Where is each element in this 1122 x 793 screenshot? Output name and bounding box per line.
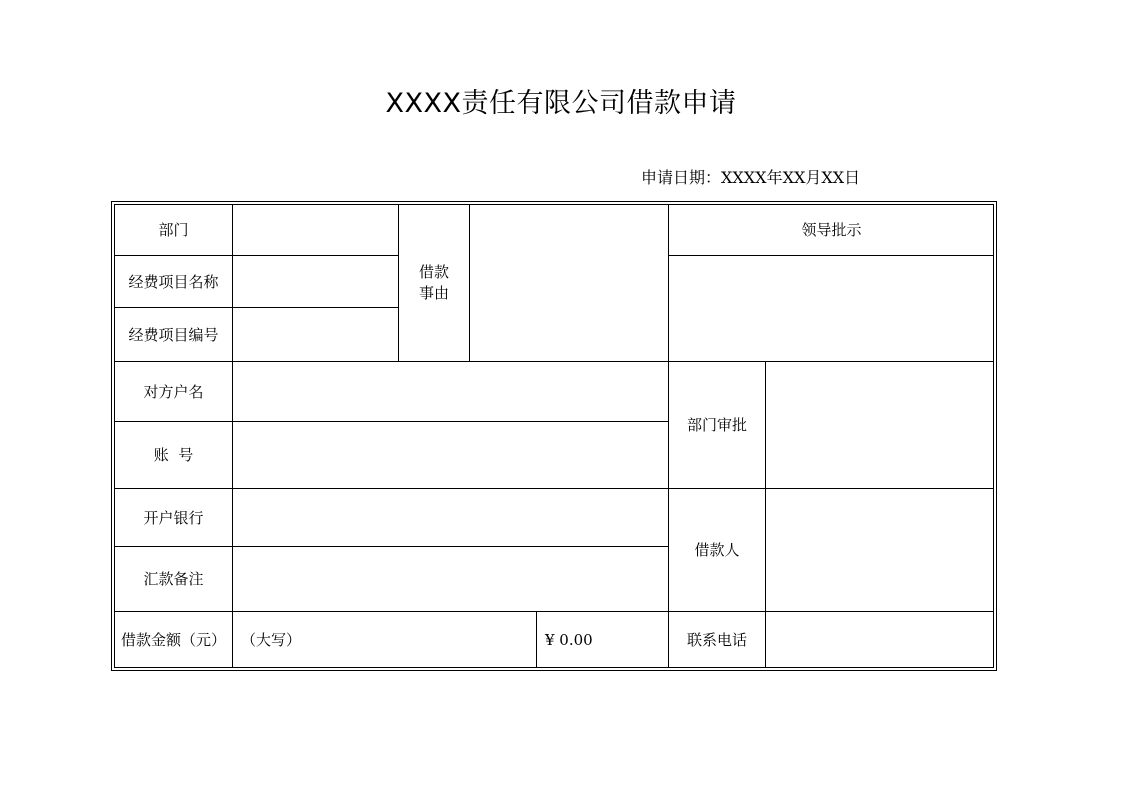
dept-approval-input[interactable] <box>766 362 994 488</box>
account-number-input[interactable] <box>233 422 668 488</box>
department-input[interactable] <box>233 205 398 255</box>
borrower-label: 借款人 <box>694 541 740 559</box>
loan-reason-label <box>399 205 469 361</box>
remittance-note-input[interactable] <box>233 547 668 611</box>
project-number-label: 经费项目编号 <box>128 325 219 344</box>
bank-label: 开户银行 <box>143 508 204 527</box>
remittance-note-label: 汇款备注 <box>143 570 204 588</box>
loan-amount-label: 借款金额（元） <box>120 630 226 649</box>
department-label: 部门 <box>158 221 189 239</box>
loan-reason-label-line2: 事由 <box>418 284 449 302</box>
project-name-input[interactable] <box>233 256 398 307</box>
leader-approval-input[interactable] <box>669 256 994 361</box>
project-number-input[interactable] <box>233 308 398 361</box>
amount-uppercase-field[interactable]: （大写） <box>241 630 302 649</box>
page-title: XXXX责任有限公司借款申请 <box>385 88 737 119</box>
phone-input[interactable] <box>766 612 994 667</box>
borrower-input[interactable] <box>766 489 994 611</box>
phone-label: 联系电话 <box>686 630 747 649</box>
loan-application-form <box>111 201 997 671</box>
loan-reason-label-line1: 借款 <box>418 263 449 281</box>
amount-numeric-field[interactable]: ¥ 0.00 <box>545 630 593 649</box>
bank-input[interactable] <box>233 489 668 546</box>
payee-name-input[interactable] <box>233 362 668 421</box>
project-name-label: 经费项目名称 <box>128 272 219 291</box>
application-date: 申请日期：XXXX年XX月XX日 <box>641 168 861 187</box>
loan-reason-input[interactable] <box>470 205 668 361</box>
dept-approval-label: 部门审批 <box>686 416 747 434</box>
payee-name-label: 对方户名 <box>143 382 204 401</box>
account-number-label: 账 号 <box>153 446 194 464</box>
leader-approval-label: 领导批示 <box>801 221 862 239</box>
